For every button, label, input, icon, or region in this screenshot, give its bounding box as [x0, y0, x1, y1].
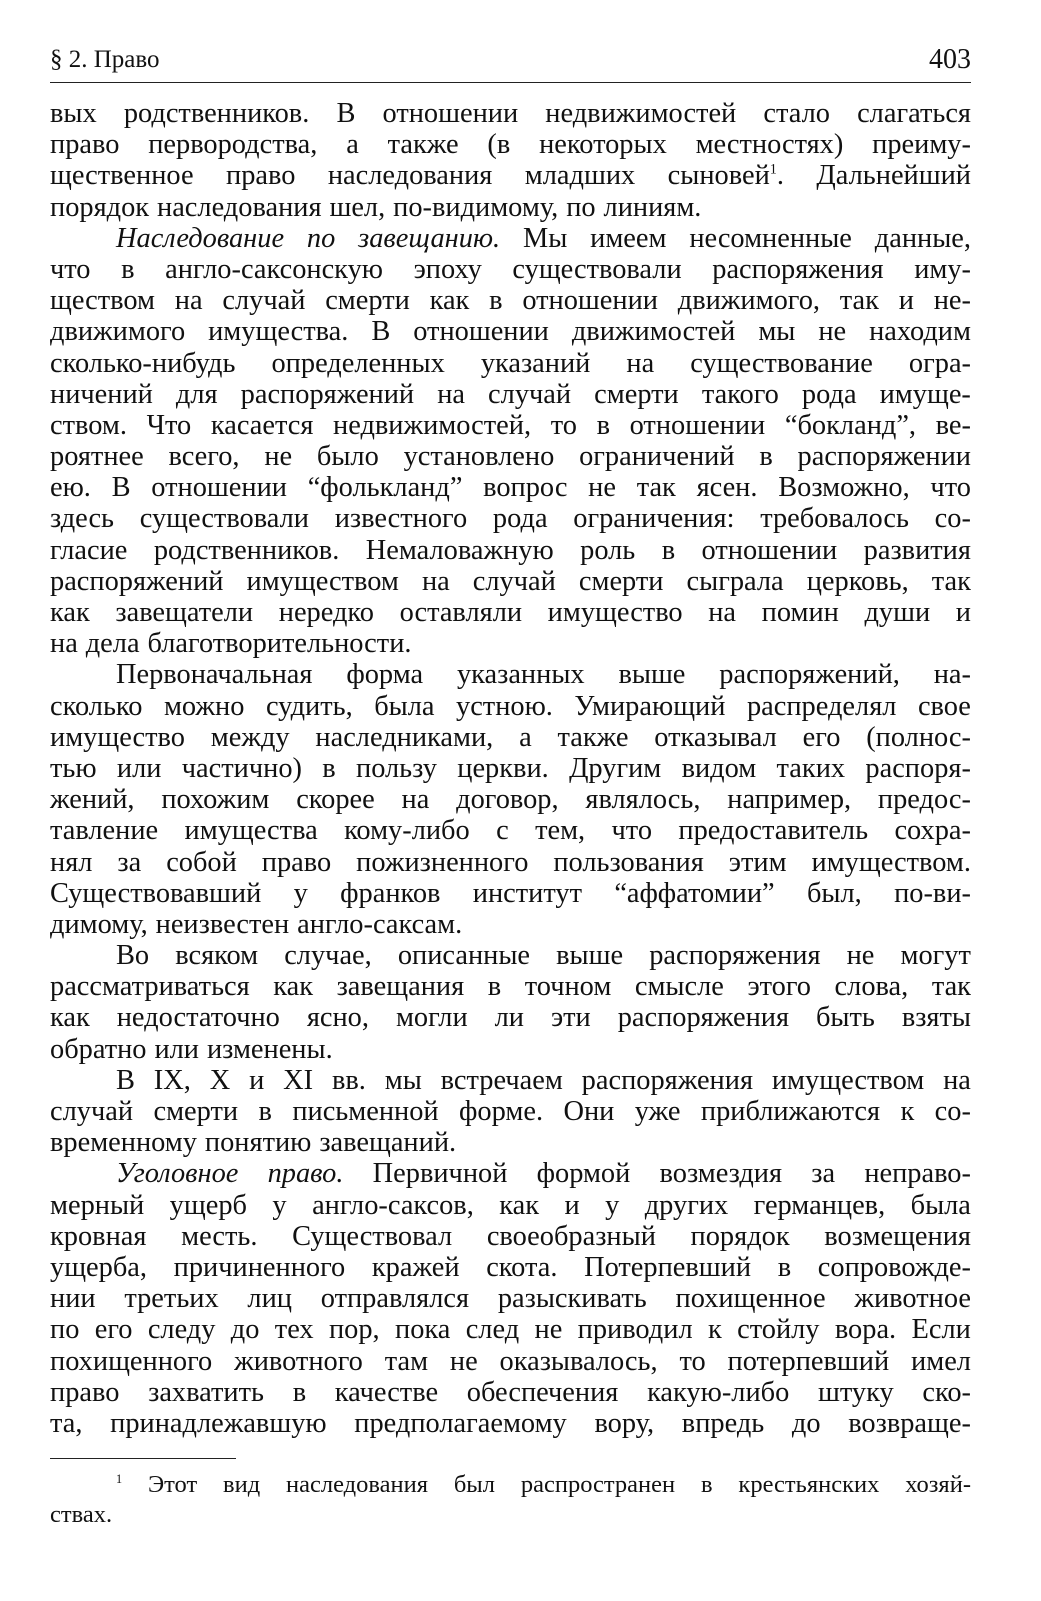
text-line: Во всяком случае, описанные выше распоряжения не могут	[116, 940, 971, 972]
text-line: распоряжений имуществом на случай смерти сыграла церковь, так	[50, 565, 971, 597]
text-line: жений, похожим скорее на договор, являлось, например, предос-	[50, 784, 971, 816]
text-line: право первородства, а также (в некоторых местностях) преиму-	[50, 129, 971, 161]
text-line: та, принадлежавшую предполагаемому вору, впредь до возвраще-	[50, 1407, 971, 1439]
text-line: нял за собой право пожизненного пользования этим имуществом.	[50, 846, 971, 878]
text-line: гласие родственников. Немаловажную роль в отношении развития	[50, 534, 971, 566]
footnotes	[50, 1470, 971, 1530]
text-line: временному понятию завещаний.	[50, 1127, 457, 1159]
text-line: рассматриваться как завещания в точном смысле этого слова, так	[50, 971, 971, 1003]
text-line: как завещатели нередко оставляли имущество на помин души и	[50, 597, 971, 628]
text-line: Первоначальная форма указанных выше распоряжений, на-	[116, 659, 971, 691]
text-line: Уголовное право. Первичной формой возмездия за неправо-	[116, 1158, 971, 1190]
text-line: ущерба, причиненного кражей скота. Потерпевший в сопровожде-	[50, 1251, 971, 1283]
page-header	[50, 42, 971, 83]
text-line: сколько-нибудь определенных указаний на существование огра-	[50, 347, 971, 379]
text-line: ею. В отношении “фолькланд” вопрос не так ясен. Возможно, что	[50, 472, 971, 504]
text-line: роятнее всего, не было установлено ограничений в распоряжении	[50, 441, 971, 473]
text-line: сколько можно судить, была устною. Умирающий распределял свое	[50, 690, 971, 722]
text-line: тавление имущества кому-либо с тем, что предоставитель сохра-	[50, 815, 971, 847]
text-line: похищенного животного там не оказывалось, то потерпевший имел	[50, 1345, 971, 1377]
text-line: вых родственников. В отношении недвижимостей стало слагаться	[50, 98, 971, 129]
text-line: имущество между наследниками, а также отказывал его (полнос-	[50, 721, 971, 753]
text-line: щественное право наследования младших сыновей$^1$. Дальнейший	[50, 160, 971, 192]
text-line: димому, неизвестен англо-саксам.	[50, 908, 463, 940]
text-line: как недостаточно ясно, могли ли эти распоряжения быть взяты	[50, 1002, 971, 1034]
text-line: ществом на случай смерти как в отношении движимого, так и не-	[50, 285, 971, 317]
text-line: тью или частично) в пользу церкви. Другим видом таких распоря-	[50, 752, 971, 784]
body-text	[50, 98, 971, 1439]
text-line: ством. Что касается недвижимостей, то в отношении “бокланд”, ве-	[50, 409, 971, 441]
footnote-line: $^1$ Этот вид наследования был распространен в крестьянских хозяй-	[116, 1471, 971, 1498]
footnote-line: ствах.	[50, 1501, 113, 1528]
footnote-divider	[50, 1458, 236, 1459]
text-line: право захватить в качестве обеспечения какую-либо штуку ско-	[50, 1376, 971, 1408]
page-number: 403	[929, 44, 971, 75]
text-line: кровная месть. Существовал своеобразный порядок возмещения	[50, 1220, 971, 1252]
text-line: на дела благотворительности.	[50, 628, 412, 660]
text-line: порядок наследования шел, по-видимому, по линиям.	[50, 191, 702, 223]
text-line: Существовавший у франков институт “аффатомии” был, по-ви-	[50, 877, 971, 909]
text-line: мерный ущерб у англо-саксов, как и у других германцев, была	[50, 1189, 971, 1221]
text-line: случай смерти в письменной форме. Они уже приближаются к со-	[50, 1096, 971, 1127]
text-line: что в англо-саксонскую эпоху существовали распоряжения иму-	[50, 253, 971, 285]
text-line: В IX, X и XI вв. мы встречаем распоряжения имуществом на	[116, 1064, 971, 1096]
text-line: Наследование по завещанию. Мы имеем несомненные данные,	[116, 222, 971, 254]
text-line: ничений для распоряжений на случай смерти такого рода имуще-	[50, 378, 971, 410]
text-line: обратно или изменены.	[50, 1033, 333, 1065]
text-line: движимого имущества. В отношении движимостей мы не находим	[50, 316, 971, 348]
text-line: по его следу до тех пор, пока след не приводил к стойлу вора. Если	[50, 1314, 971, 1346]
text-line: здесь существовали известного рода ограничения: требовалось со-	[50, 503, 971, 535]
text-line: нии третьих лиц отправлялся разыскивать похищенное животное	[50, 1283, 971, 1315]
running-title: § 2. Право	[50, 46, 160, 73]
